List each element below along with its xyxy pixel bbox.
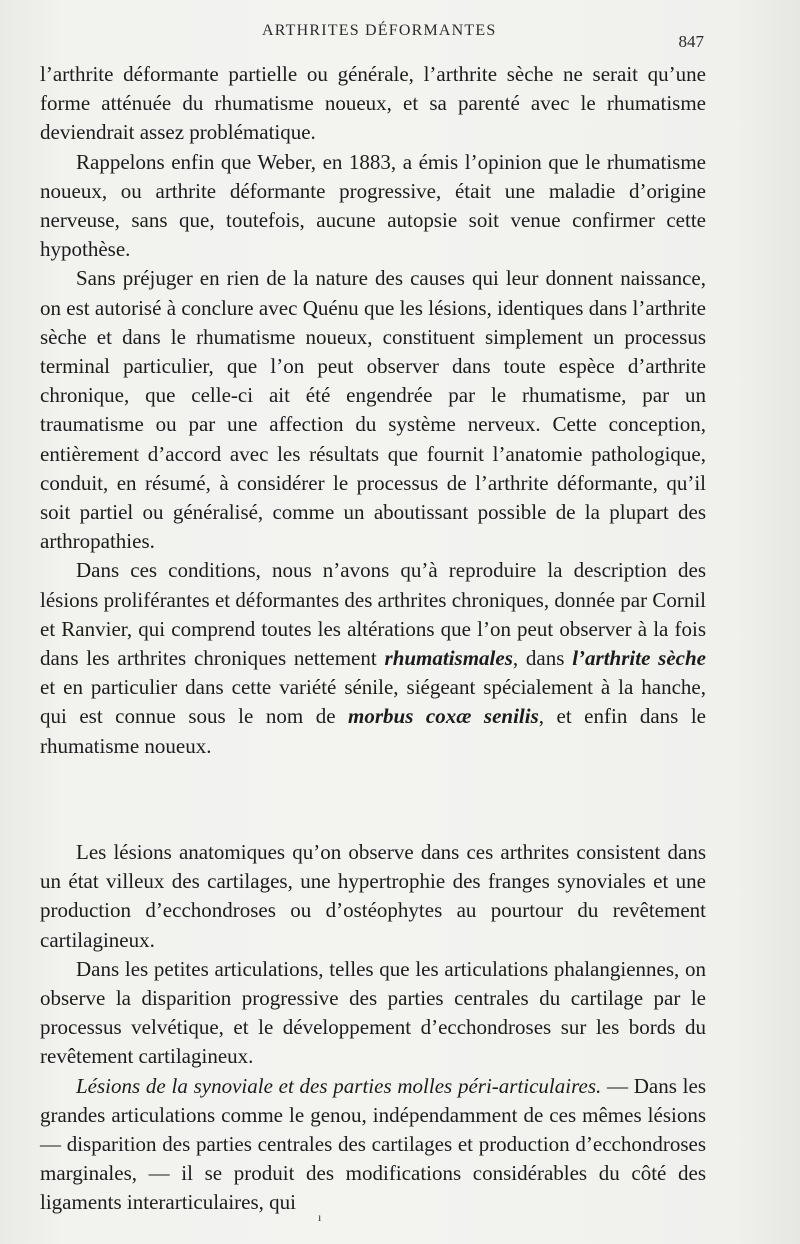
running-head: ARTHRITES DÉFORMANTES xyxy=(262,22,497,39)
emphasis-morbus-coxae: morbus coxæ senilis xyxy=(348,704,539,729)
paragraph-petites-articulations: Dans les petites articulations, telles que les articulations phalangiennes, on observe la disparition progressive des parties centrales du cartilage par le processus velvétique, et le développement d’ecchondroses sur les bords du revêtement cartilagineux. xyxy=(40,956,706,1069)
emphasis-arthrite-seche: l’arthrite sèche xyxy=(572,646,706,671)
text-span: — Dans les grandes articulations comme le genou, indépendamment de ces mêmes lésions — disparition des parties centrales des cartilages et production d’ecchondroses marginales, — il se produit des modifications considérables du côté des ligaments interarticulaires, qui xyxy=(40,1073,706,1215)
text-span: , et enfin dans le rhumatisme noueux. xyxy=(40,704,706,758)
text-block-lower xyxy=(40,838,706,1218)
print-mark: ı xyxy=(318,1210,322,1224)
text-span: Dans ces conditions, nous n’avons qu’à reproduire la description des lésions proliférantes et déformantes des arthrites chroniques, donnée par Cornil et Ranvier, qui comprend toutes les altérations que l’on peut observer à la fois dans les arthrites chroniques nettement xyxy=(40,558,706,671)
page-number: 847 xyxy=(678,32,704,51)
paragraph-continuation: l’arthrite déformante partielle ou générale, l’arthrite sèche ne serait qu’une forme atténuée du rhumatisme noueux, et sa parenté avec le rhumatisme deviendrait assez problématique. xyxy=(40,62,706,145)
section-heading-synoviale: Lésions de la synoviale et des parties molles péri-articulaires. xyxy=(76,1073,602,1098)
paragraph-quenu: Sans préjuger en rien de la nature des causes qui leur donnent naissance, on est autorisé à conclure avec Quénu que les lésions, identiques dans l’arthrite sèche et dans le rhumatisme noueux, constituent simplement un processus terminal particulier, que l’on peut observer dans toute espèce d’arthrite chronique, que celle-ci ait été engendrée par le rhumatisme, par un traumatisme ou par une affection du système nerveux. Cette conception, entièrement d’accord avec les résultats que fournit l’anatomie pathologique, conduit, en résumé, à considérer le processus de l’arthrite déformante, qu’il soit partiel ou généralisé, comme un aboutissant possible de la plupart des arthropathies. xyxy=(40,266,706,554)
emphasis-rhumatismales: rhumatismales xyxy=(384,646,513,671)
text-block-upper xyxy=(40,60,706,761)
paragraph-weber: Rappelons enfin que Weber, en 1883, a émis l’opinion que le rhumatisme noueux, ou arthrite déformante progressive, était une maladie d’origine nerveuse, sans que, toutefois, aucune autopsie soit venue confirmer cette hypothèse. xyxy=(40,149,706,262)
paragraph-cornil-ranvier xyxy=(40,556,706,760)
text-span: et en particulier dans cette variété sénile, siégeant spécialement à la hanche, qui est connue sous le nom de xyxy=(40,675,706,729)
paragraph-lesions: Les lésions anatomiques qu’on observe dans ces arthrites consistent dans un état villeux des cartilages, une hypertrophie des franges synoviales et une production d’ecchondroses ou d’ostéophytes au pourtour du revêtement cartilagineux. xyxy=(40,840,706,952)
paragraph-synoviale xyxy=(40,1072,706,1218)
text-span: , dans xyxy=(512,646,573,671)
